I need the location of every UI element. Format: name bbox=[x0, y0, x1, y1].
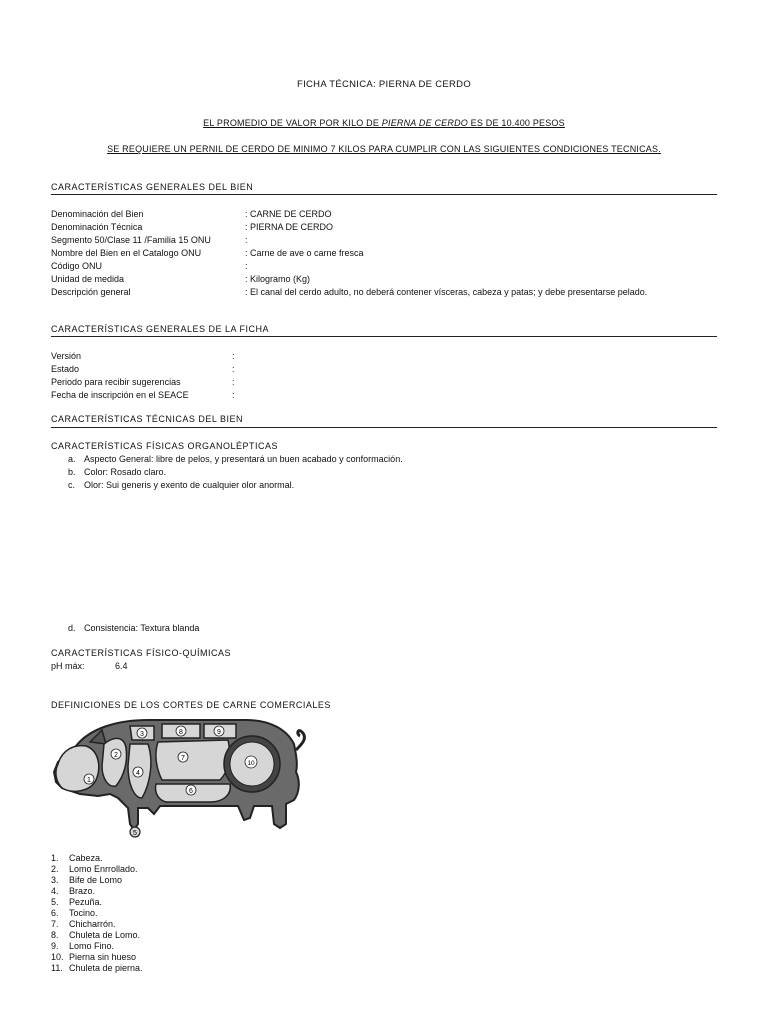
row-value: : bbox=[232, 351, 235, 361]
pig-cuts-diagram bbox=[50, 714, 306, 840]
row-label: Fecha de inscripción en el SEACE bbox=[51, 390, 189, 400]
cut-list-text: Lomo Fino. bbox=[69, 941, 115, 951]
cut-list-item bbox=[51, 897, 102, 907]
item-marker: a. bbox=[68, 454, 76, 464]
row-value: : bbox=[232, 377, 235, 387]
row-value: : Carne de ave o carne fresca bbox=[245, 248, 364, 258]
cut-list-number: 4. bbox=[51, 886, 59, 896]
row-label: Periodo para recibir sugerencias bbox=[51, 377, 181, 387]
section-heading-general-ficha: CARACTERÍSTICAS GENERALES DE LA FICHA bbox=[51, 324, 270, 334]
price-italic: PIERNA DE CERDO bbox=[381, 118, 468, 128]
row-label: Denominación del Bien bbox=[51, 209, 144, 219]
row-value: : bbox=[245, 261, 248, 271]
cut-list-item bbox=[51, 952, 136, 962]
row-label: Segmento 50/Clase 11 /Familia 15 ONU bbox=[51, 235, 211, 245]
row-value: : bbox=[232, 364, 235, 374]
cut-list-number: 5. bbox=[51, 897, 59, 907]
item-marker: d. bbox=[68, 623, 76, 633]
row-value: : El canal del cerdo adulto, no deberá contener vísceras, cabeza y patas; y debe presentarse pelado. bbox=[245, 287, 648, 297]
requirement-statement: SE REQUIERE UN PERNIL DE CERDO DE MINIMO 7 KILOS PARA CUMPLIR CON LAS SIGUIENTES CONDICIONES TECNICAS. bbox=[107, 144, 661, 154]
ph-value: 6.4 bbox=[115, 661, 128, 671]
cut-number-8: 8 bbox=[179, 729, 183, 736]
item-text: Consistencia: Textura blanda bbox=[84, 623, 200, 633]
cut-number-1: 1 bbox=[87, 777, 91, 784]
section-divider bbox=[51, 427, 717, 428]
section-heading-general-bien: CARACTERÍSTICAS GENERALES DEL BIEN bbox=[51, 182, 254, 192]
cut-list-text: Bife de Lomo bbox=[69, 875, 123, 885]
row-label: Denominación Técnica bbox=[51, 222, 143, 232]
row-value: : Kilogramo (Kg) bbox=[245, 274, 311, 284]
cut-list-text: Chuleta de Lomo. bbox=[69, 930, 141, 940]
cut-list-number: 8. bbox=[51, 930, 59, 940]
document-title: FICHA TÉCNICA: PIERNA DE CERDO bbox=[296, 79, 472, 90]
cut-list-number: 1. bbox=[51, 853, 59, 863]
item-marker: b. bbox=[68, 467, 76, 477]
cut-list-item bbox=[51, 853, 103, 863]
cut-list-text: Pierna sin hueso bbox=[69, 952, 137, 962]
cut-list-item bbox=[51, 930, 140, 940]
row-value: : bbox=[245, 235, 248, 245]
cut-list-text: Pezuña. bbox=[69, 897, 103, 907]
cut-list-number: 6. bbox=[51, 908, 59, 918]
price-statement bbox=[0, 118, 768, 128]
cut-list-text: Brazo. bbox=[69, 886, 96, 896]
cut-list-item bbox=[51, 886, 95, 896]
subheading-fisicoquimicas: CARACTERÍSTICAS FÍSICO-QUÍMICAS bbox=[51, 648, 232, 658]
row-value: : bbox=[232, 390, 235, 400]
cut-list-item bbox=[51, 875, 122, 885]
row-label: Nombre del Bien en el Catalogo ONU bbox=[51, 248, 202, 258]
cut-list-item bbox=[51, 919, 116, 929]
item-text: Olor: Sui generis y exento de cualquier olor anormal. bbox=[84, 480, 295, 490]
row-label: Código ONU bbox=[51, 261, 103, 271]
list-item bbox=[68, 623, 199, 633]
item-text: Aspecto General: libre de pelos, y presentará un buen acabado y conformación. bbox=[84, 454, 403, 464]
subheading-fisicas: CARACTERÍSTICAS FÍSICAS ORGANOLÉPTICAS bbox=[51, 441, 279, 451]
cut-list-number: 10. bbox=[51, 952, 64, 962]
cut-list-number: 2. bbox=[51, 864, 59, 874]
subheading-cortes: DEFINICIONES DE LOS CORTES DE CARNE COMERCIALES bbox=[51, 700, 331, 710]
cut-number-3: 3 bbox=[140, 731, 144, 738]
cut-number-6: 6 bbox=[189, 788, 193, 795]
cut-list-item bbox=[51, 963, 143, 973]
row-value: : PIERNA DE CERDO bbox=[245, 222, 334, 232]
cut-number-4: 4 bbox=[136, 770, 140, 777]
row-label: Descripción general bbox=[51, 287, 131, 297]
cut-list-item bbox=[51, 864, 138, 874]
section-heading-tecnicas: CARACTERÍSTICAS TÉCNICAS DEL BIEN bbox=[51, 414, 244, 424]
cut-number-9: 9 bbox=[217, 729, 221, 736]
cut-list-item bbox=[51, 908, 98, 918]
list-item bbox=[68, 480, 294, 490]
cut-list-item bbox=[51, 941, 114, 951]
cut-list-text: Chicharrón. bbox=[69, 919, 116, 929]
item-marker: c. bbox=[68, 480, 76, 490]
list-item bbox=[68, 454, 403, 464]
cut-list-text: Cabeza. bbox=[69, 853, 103, 863]
price-suffix: ES DE 10.400 PESOS bbox=[467, 118, 565, 128]
cut-list-number: 11. bbox=[51, 963, 63, 973]
cut-list-number: 7. bbox=[51, 919, 59, 929]
row-label: Versión bbox=[51, 351, 82, 361]
cut-number-2: 2 bbox=[114, 752, 118, 759]
cut-list-text: Chuleta de pierna. bbox=[69, 963, 143, 973]
section-divider bbox=[51, 336, 717, 337]
ph-label: pH máx: bbox=[51, 661, 85, 671]
cut-list-text: Tocino. bbox=[69, 908, 98, 918]
cut-number-5: 5 bbox=[133, 830, 137, 837]
cut-list-text: Lomo Enrrollado. bbox=[69, 864, 138, 874]
cut-list-number: 9. bbox=[51, 941, 59, 951]
row-value: : CARNE DE CERDO bbox=[245, 209, 332, 219]
cut-list-number: 3. bbox=[51, 875, 59, 885]
row-label: Unidad de medida bbox=[51, 274, 125, 284]
item-text: Color: Rosado claro. bbox=[84, 467, 167, 477]
row-label: Estado bbox=[51, 364, 80, 374]
cut-number-10: 10 bbox=[247, 760, 255, 767]
price-prefix: EL PROMEDIO DE VALOR POR KILO DE bbox=[203, 118, 382, 128]
section-divider bbox=[51, 194, 717, 195]
list-item bbox=[68, 467, 166, 477]
cut-number-7: 7 bbox=[181, 755, 185, 762]
